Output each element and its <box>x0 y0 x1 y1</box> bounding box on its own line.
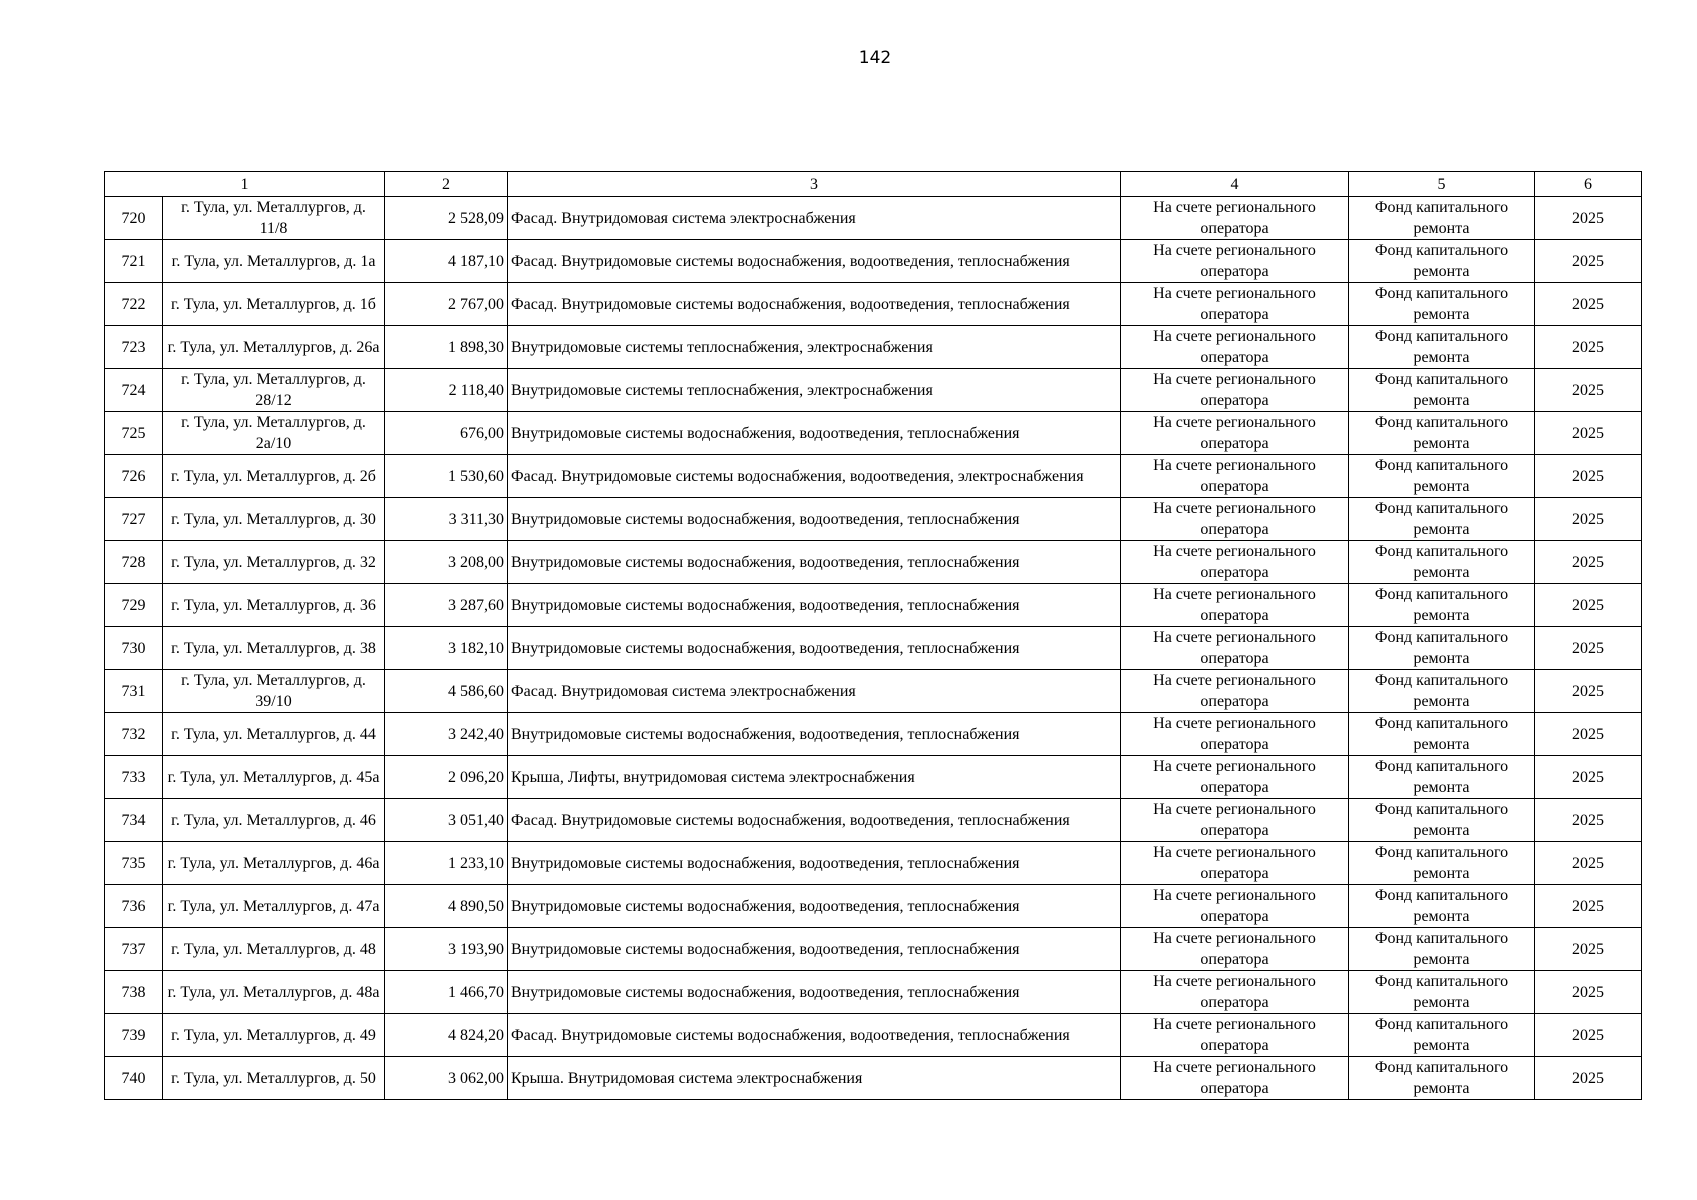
repair-works: Внутридомовые системы водоснабжения, водоотведения, теплоснабжения <box>508 498 1121 541</box>
planned-year: 2025 <box>1535 412 1642 455</box>
planned-year: 2025 <box>1535 670 1642 713</box>
financing-source: Фонд капитального ремонта <box>1349 197 1535 240</box>
repair-works: Внутридомовые системы теплоснабжения, электроснабжения <box>508 369 1121 412</box>
table-row <box>105 369 1642 412</box>
column-header-5: 5 <box>1349 172 1535 197</box>
planned-year: 2025 <box>1535 627 1642 670</box>
table-row <box>105 541 1642 584</box>
fund-account: На счете регионального оператора <box>1121 799 1349 842</box>
fund-account: На счете регионального оператора <box>1121 498 1349 541</box>
fund-account: На счете регионального оператора <box>1121 1014 1349 1057</box>
financing-source: Фонд капитального ремонта <box>1349 541 1535 584</box>
page-number: 142 <box>858 48 892 68</box>
planned-year: 2025 <box>1535 498 1642 541</box>
house-address: г. Тула, ул. Металлургов, д. 47а <box>163 885 385 928</box>
column-header-6: 6 <box>1535 172 1642 197</box>
financing-source: Фонд капитального ремонта <box>1349 627 1535 670</box>
planned-year: 2025 <box>1535 971 1642 1014</box>
house-area: 1 466,70 <box>385 971 508 1014</box>
house-area: 4 890,50 <box>385 885 508 928</box>
fund-account: На счете регионального оператора <box>1121 1057 1349 1100</box>
table-row <box>105 283 1642 326</box>
row-number: 735 <box>105 842 163 885</box>
house-area: 2 767,00 <box>385 283 508 326</box>
repair-works: Внутридомовые системы водоснабжения, водоотведения, теплоснабжения <box>508 971 1121 1014</box>
house-address: г. Тула, ул. Металлургов, д. 11/8 <box>163 197 385 240</box>
table-row <box>105 799 1642 842</box>
fund-account: На счете регионального оператора <box>1121 326 1349 369</box>
planned-year: 2025 <box>1535 928 1642 971</box>
table-row <box>105 885 1642 928</box>
row-number: 731 <box>105 670 163 713</box>
house-area: 4 187,10 <box>385 240 508 283</box>
row-number: 740 <box>105 1057 163 1100</box>
fund-account: На счете регионального оператора <box>1121 842 1349 885</box>
table-row <box>105 928 1642 971</box>
column-header-1: 1 <box>105 172 385 197</box>
row-number: 720 <box>105 197 163 240</box>
table-row <box>105 326 1642 369</box>
column-header-3: 3 <box>508 172 1121 197</box>
house-address: г. Тула, ул. Металлургов, д. 1б <box>163 283 385 326</box>
row-number: 729 <box>105 584 163 627</box>
row-number: 737 <box>105 928 163 971</box>
house-address: г. Тула, ул. Металлургов, д. 28/12 <box>163 369 385 412</box>
house-address: г. Тула, ул. Металлургов, д. 36 <box>163 584 385 627</box>
planned-year: 2025 <box>1535 584 1642 627</box>
table-row <box>105 842 1642 885</box>
repair-works: Фасад. Внутридомовая система электроснабжения <box>508 197 1121 240</box>
planned-year: 2025 <box>1535 756 1642 799</box>
house-address: г. Тула, ул. Металлургов, д. 38 <box>163 627 385 670</box>
row-number: 733 <box>105 756 163 799</box>
financing-source: Фонд капитального ремонта <box>1349 842 1535 885</box>
house-address: г. Тула, ул. Металлургов, д. 39/10 <box>163 670 385 713</box>
repair-works: Фасад. Внутридомовые системы водоснабжения, водоотведения, теплоснабжения <box>508 240 1121 283</box>
house-address: г. Тула, ул. Металлургов, д. 30 <box>163 498 385 541</box>
house-area: 3 311,30 <box>385 498 508 541</box>
fund-account: На счете регионального оператора <box>1121 369 1349 412</box>
financing-source: Фонд капитального ремонта <box>1349 799 1535 842</box>
fund-account: На счете регионального оператора <box>1121 713 1349 756</box>
financing-source: Фонд капитального ремонта <box>1349 885 1535 928</box>
column-number-row <box>105 172 1642 197</box>
planned-year: 2025 <box>1535 326 1642 369</box>
table-row <box>105 1014 1642 1057</box>
house-address: г. Тула, ул. Металлургов, д. 46 <box>163 799 385 842</box>
table-row <box>105 498 1642 541</box>
financing-source: Фонд капитального ремонта <box>1349 498 1535 541</box>
repair-works: Фасад. Внутридомовые системы водоснабжения, водоотведения, электроснабжения <box>508 455 1121 498</box>
column-header-4: 4 <box>1121 172 1349 197</box>
column-header-2: 2 <box>385 172 508 197</box>
table-row <box>105 756 1642 799</box>
repair-works: Фасад. Внутридомовая система электроснабжения <box>508 670 1121 713</box>
repair-works: Фасад. Внутридомовые системы водоснабжения, водоотведения, теплоснабжения <box>508 283 1121 326</box>
planned-year: 2025 <box>1535 842 1642 885</box>
fund-account: На счете регионального оператора <box>1121 627 1349 670</box>
house-address: г. Тула, ул. Металлургов, д. 1а <box>163 240 385 283</box>
planned-year: 2025 <box>1535 799 1642 842</box>
planned-year: 2025 <box>1535 240 1642 283</box>
house-address: г. Тула, ул. Металлургов, д. 48а <box>163 971 385 1014</box>
house-address: г. Тула, ул. Металлургов, д. 49 <box>163 1014 385 1057</box>
house-address: г. Тула, ул. Металлургов, д. 48 <box>163 928 385 971</box>
table-row <box>105 1057 1642 1100</box>
fund-account: На счете регионального оператора <box>1121 541 1349 584</box>
table-row <box>105 971 1642 1014</box>
house-area: 1 233,10 <box>385 842 508 885</box>
fund-account: На счете регионального оператора <box>1121 584 1349 627</box>
financing-source: Фонд капитального ремонта <box>1349 971 1535 1014</box>
house-address: г. Тула, ул. Металлургов, д. 26а <box>163 326 385 369</box>
financing-source: Фонд капитального ремонта <box>1349 756 1535 799</box>
house-area: 3 051,40 <box>385 799 508 842</box>
house-area: 676,00 <box>385 412 508 455</box>
house-area: 3 242,40 <box>385 713 508 756</box>
repair-works: Внутридомовые системы водоснабжения, водоотведения, теплоснабжения <box>508 412 1121 455</box>
repair-works: Внутридомовые системы водоснабжения, водоотведения, теплоснабжения <box>508 928 1121 971</box>
row-number: 724 <box>105 369 163 412</box>
capital-repair-table <box>104 171 1642 1100</box>
house-area: 1 530,60 <box>385 455 508 498</box>
house-area: 3 193,90 <box>385 928 508 971</box>
financing-source: Фонд капитального ремонта <box>1349 1014 1535 1057</box>
house-area: 4 824,20 <box>385 1014 508 1057</box>
fund-account: На счете регионального оператора <box>1121 197 1349 240</box>
row-number: 734 <box>105 799 163 842</box>
financing-source: Фонд капитального ремонта <box>1349 369 1535 412</box>
financing-source: Фонд капитального ремонта <box>1349 326 1535 369</box>
house-area: 2 096,20 <box>385 756 508 799</box>
row-number: 739 <box>105 1014 163 1057</box>
fund-account: На счете регионального оператора <box>1121 412 1349 455</box>
row-number: 723 <box>105 326 163 369</box>
house-area: 3 287,60 <box>385 584 508 627</box>
planned-year: 2025 <box>1535 197 1642 240</box>
table-row <box>105 455 1642 498</box>
repair-works: Крыша, Лифты, внутридомовая система электроснабжения <box>508 756 1121 799</box>
repair-works: Внутридомовые системы водоснабжения, водоотведения, теплоснабжения <box>508 842 1121 885</box>
house-area: 1 898,30 <box>385 326 508 369</box>
fund-account: На счете регионального оператора <box>1121 455 1349 498</box>
repair-works: Внутридомовые системы теплоснабжения, электроснабжения <box>508 326 1121 369</box>
row-number: 736 <box>105 885 163 928</box>
financing-source: Фонд капитального ремонта <box>1349 928 1535 971</box>
fund-account: На счете регионального оператора <box>1121 283 1349 326</box>
table-row <box>105 197 1642 240</box>
row-number: 725 <box>105 412 163 455</box>
row-number: 738 <box>105 971 163 1014</box>
house-address: г. Тула, ул. Металлургов, д. 50 <box>163 1057 385 1100</box>
house-address: г. Тула, ул. Металлургов, д. 44 <box>163 713 385 756</box>
fund-account: На счете регионального оператора <box>1121 240 1349 283</box>
fund-account: На счете регионального оператора <box>1121 971 1349 1014</box>
fund-account: На счете регионального оператора <box>1121 756 1349 799</box>
fund-account: На счете регионального оператора <box>1121 670 1349 713</box>
house-address: г. Тула, ул. Металлургов, д. 46а <box>163 842 385 885</box>
table-row <box>105 627 1642 670</box>
planned-year: 2025 <box>1535 369 1642 412</box>
repair-works: Внутридомовые системы водоснабжения, водоотведения, теплоснабжения <box>508 541 1121 584</box>
row-number: 721 <box>105 240 163 283</box>
financing-source: Фонд капитального ремонта <box>1349 584 1535 627</box>
table-row <box>105 412 1642 455</box>
financing-source: Фонд капитального ремонта <box>1349 1057 1535 1100</box>
row-number: 728 <box>105 541 163 584</box>
repair-works: Внутридомовые системы водоснабжения, водоотведения, теплоснабжения <box>508 627 1121 670</box>
house-area: 3 182,10 <box>385 627 508 670</box>
table-row <box>105 240 1642 283</box>
table-body <box>105 197 1642 1100</box>
planned-year: 2025 <box>1535 1057 1642 1100</box>
financing-source: Фонд капитального ремонта <box>1349 283 1535 326</box>
row-number: 726 <box>105 455 163 498</box>
row-number: 732 <box>105 713 163 756</box>
repair-works: Крыша. Внутридомовая система электроснабжения <box>508 1057 1121 1100</box>
house-address: г. Тула, ул. Металлургов, д. 2б <box>163 455 385 498</box>
house-address: г. Тула, ул. Металлургов, д. 2а/10 <box>163 412 385 455</box>
house-area: 3 208,00 <box>385 541 508 584</box>
fund-account: На счете регионального оператора <box>1121 928 1349 971</box>
financing-source: Фонд капитального ремонта <box>1349 455 1535 498</box>
financing-source: Фонд капитального ремонта <box>1349 670 1535 713</box>
row-number: 730 <box>105 627 163 670</box>
house-area: 3 062,00 <box>385 1057 508 1100</box>
financing-source: Фонд капитального ремонта <box>1349 240 1535 283</box>
planned-year: 2025 <box>1535 1014 1642 1057</box>
planned-year: 2025 <box>1535 885 1642 928</box>
fund-account: На счете регионального оператора <box>1121 885 1349 928</box>
planned-year: 2025 <box>1535 541 1642 584</box>
table-row <box>105 713 1642 756</box>
repair-works: Фасад. Внутридомовые системы водоснабжения, водоотведения, теплоснабжения <box>508 799 1121 842</box>
financing-source: Фонд капитального ремонта <box>1349 412 1535 455</box>
row-number: 722 <box>105 283 163 326</box>
repair-works: Внутридомовые системы водоснабжения, водоотведения, теплоснабжения <box>508 584 1121 627</box>
house-address: г. Тула, ул. Металлургов, д. 32 <box>163 541 385 584</box>
house-address: г. Тула, ул. Металлургов, д. 45а <box>163 756 385 799</box>
house-area: 4 586,60 <box>385 670 508 713</box>
table-row <box>105 670 1642 713</box>
financing-source: Фонд капитального ремонта <box>1349 713 1535 756</box>
planned-year: 2025 <box>1535 455 1642 498</box>
repair-works: Внутридомовые системы водоснабжения, водоотведения, теплоснабжения <box>508 713 1121 756</box>
repair-works: Внутридомовые системы водоснабжения, водоотведения, теплоснабжения <box>508 885 1121 928</box>
planned-year: 2025 <box>1535 283 1642 326</box>
planned-year: 2025 <box>1535 713 1642 756</box>
row-number: 727 <box>105 498 163 541</box>
house-area: 2 118,40 <box>385 369 508 412</box>
house-area: 2 528,09 <box>385 197 508 240</box>
repair-works: Фасад. Внутридомовые системы водоснабжения, водоотведения, теплоснабжения <box>508 1014 1121 1057</box>
table-row <box>105 584 1642 627</box>
